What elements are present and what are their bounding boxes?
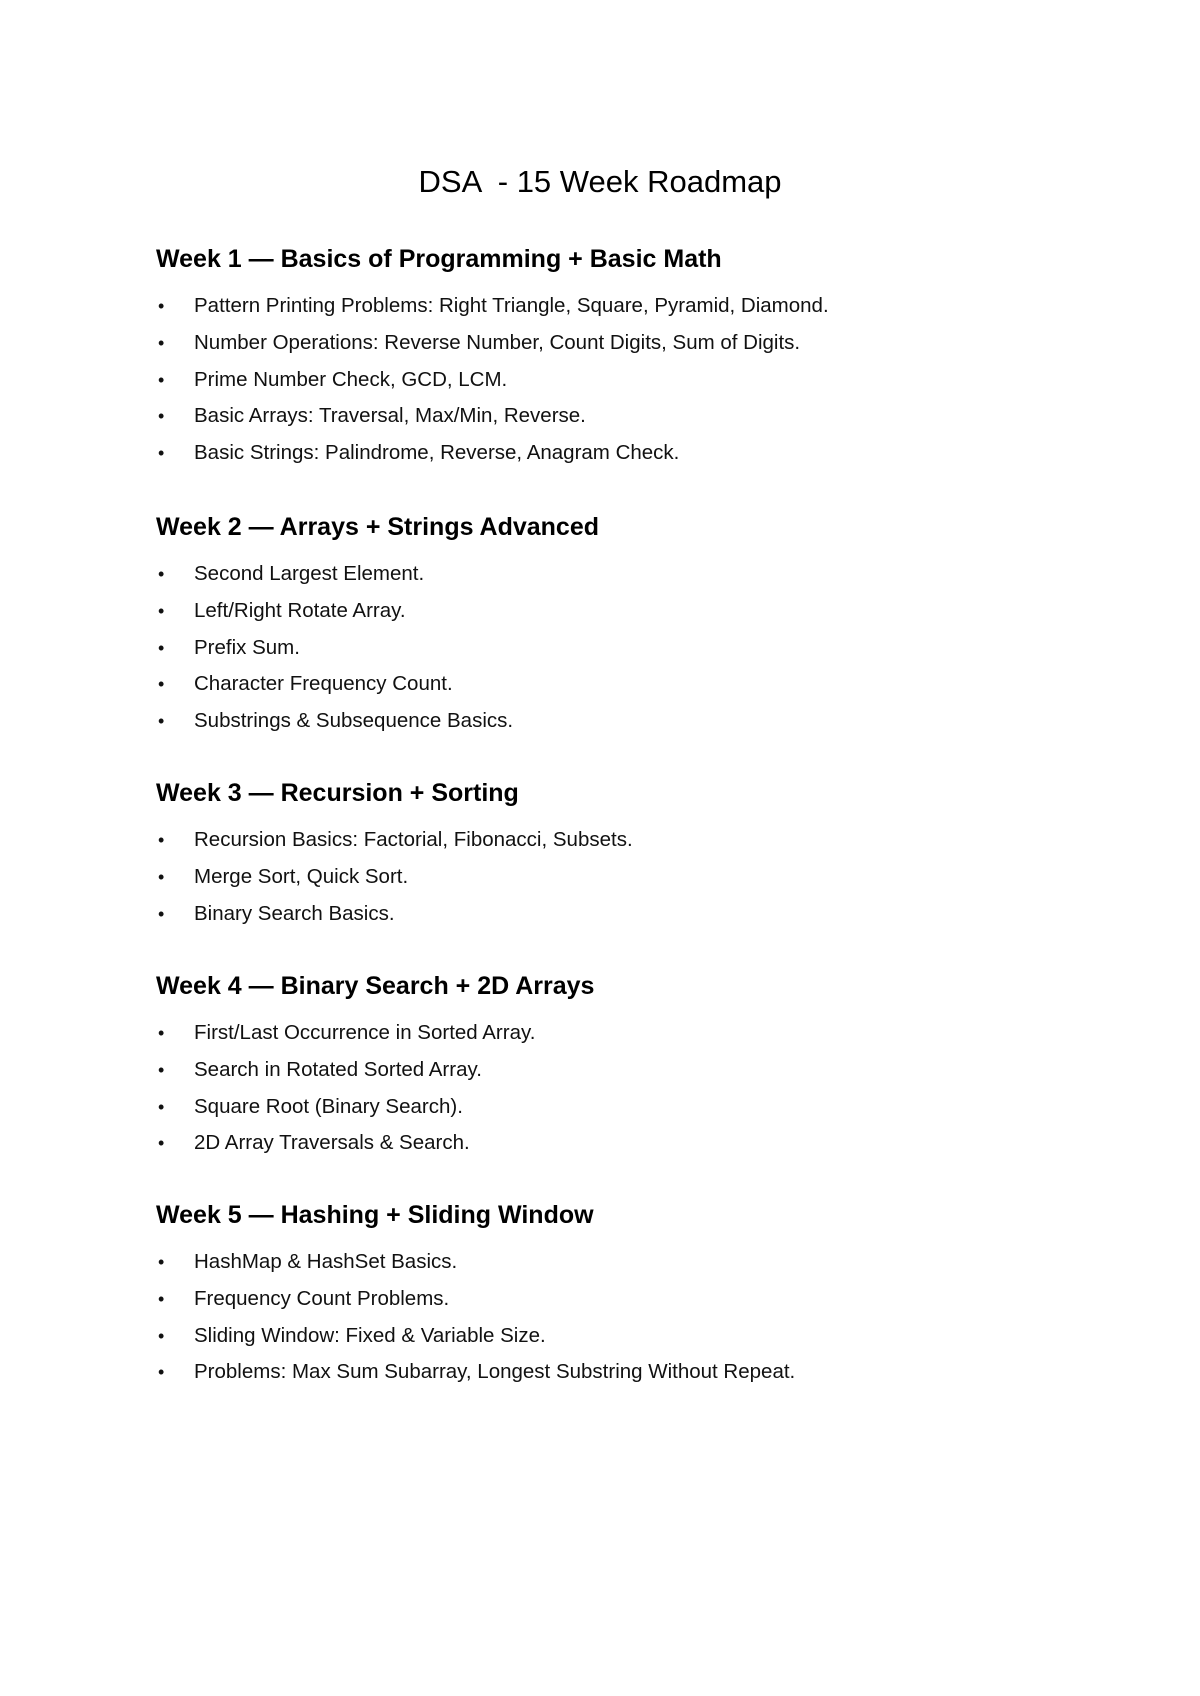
list-item-text: Left/Right Rotate Array. xyxy=(194,598,406,622)
list-item-text: Recursion Basics: Factorial, Fibonacci, Subsets. xyxy=(194,828,633,851)
list-item xyxy=(156,329,1156,366)
list-item-text: Substrings & Subsequence Basics. xyxy=(194,709,514,733)
bullet-icon: • xyxy=(158,1023,165,1043)
list-item xyxy=(156,292,1156,329)
list-item-text: Binary Search Basics. xyxy=(194,901,395,925)
page-title: DSA - 15 Week Roadmap xyxy=(418,164,782,199)
list-item xyxy=(156,1358,1156,1395)
list-item-text: HashMap & HashSet Basics. xyxy=(194,1250,458,1273)
list-item-text: Character Frequency Count. xyxy=(194,672,453,696)
bullet-icon: • xyxy=(158,830,165,850)
bullet-icon: • xyxy=(158,564,165,584)
list-item-text: Prefix Sum. xyxy=(194,635,300,659)
list-item xyxy=(156,1056,1156,1093)
week-section-1 xyxy=(156,244,1156,476)
bullet-icon: • xyxy=(158,1252,165,1272)
week-heading: Week 2 — Arrays + Strings Advanced xyxy=(156,513,600,541)
list-item-text: Square Root (Binary Search). xyxy=(194,1094,463,1118)
list-item-text: Basic Arrays: Traversal, Max/Min, Reverse. xyxy=(194,404,586,428)
bullet-icon: • xyxy=(158,1059,165,1080)
list-item xyxy=(156,1322,1156,1359)
list-item-text: Pattern Printing Problems: Right Triangle, Square, Pyramid, Diamond. xyxy=(194,294,829,317)
week-section-4 xyxy=(156,971,1156,1166)
week-heading: Week 5 — Hashing + Sliding Window xyxy=(156,1201,594,1229)
topic-list xyxy=(156,292,1156,476)
list-item-text: Problems: Max Sum Subarray, Longest Substring Without Repeat. xyxy=(194,1360,796,1384)
week-section-5 xyxy=(156,1200,1156,1395)
week-heading: Week 3 — Recursion + Sorting xyxy=(156,779,519,807)
bullet-icon: • xyxy=(158,866,165,887)
list-item xyxy=(156,439,1156,476)
bullet-icon: • xyxy=(158,1362,165,1383)
list-item-text: Merge Sort, Quick Sort. xyxy=(194,864,409,888)
list-item-text: Second Largest Element. xyxy=(194,562,425,585)
topic-list xyxy=(156,1019,1156,1166)
bullet-icon: • xyxy=(158,1096,165,1117)
bullet-icon: • xyxy=(158,674,165,695)
topic-list xyxy=(156,826,1156,936)
bullet-icon: • xyxy=(158,1133,165,1154)
bullet-icon: • xyxy=(158,443,165,464)
topic-list xyxy=(156,1248,1156,1395)
list-item-text: Basic Strings: Palindrome, Reverse, Anagram Check. xyxy=(194,441,680,465)
bullet-icon: • xyxy=(158,369,165,390)
list-item xyxy=(156,707,1156,744)
week-heading: Week 4 — Binary Search + 2D Arrays xyxy=(156,972,595,1000)
list-item xyxy=(156,366,1156,403)
list-item xyxy=(156,634,1156,671)
bullet-icon: • xyxy=(158,600,165,621)
list-item xyxy=(156,1093,1156,1130)
bullet-icon: • xyxy=(158,903,165,924)
list-item-text: 2D Array Traversals & Search. xyxy=(194,1131,470,1155)
list-item-text: Search in Rotated Sorted Array. xyxy=(194,1057,482,1081)
bullet-icon: • xyxy=(158,711,165,732)
list-item xyxy=(156,597,1156,634)
bullet-icon: • xyxy=(158,332,165,353)
list-item-text: Prime Number Check, GCD, LCM. xyxy=(194,367,508,391)
list-item xyxy=(156,1248,1156,1285)
list-item-text: Sliding Window: Fixed & Variable Size. xyxy=(194,1323,546,1347)
list-item-text: Frequency Count Problems. xyxy=(194,1286,450,1310)
bullet-icon: • xyxy=(158,637,165,658)
list-item xyxy=(156,863,1156,900)
topic-list xyxy=(156,560,1156,744)
bullet-icon: • xyxy=(158,1288,165,1309)
list-item-text: First/Last Occurrence in Sorted Array. xyxy=(194,1021,536,1044)
bullet-icon: • xyxy=(158,406,165,427)
list-item xyxy=(156,402,1156,439)
week-section-2 xyxy=(156,512,1156,744)
list-item xyxy=(156,826,1156,863)
bullet-icon: • xyxy=(158,296,165,316)
list-item xyxy=(156,900,1156,937)
bullet-icon: • xyxy=(158,1325,165,1346)
week-section-3 xyxy=(156,778,1156,936)
list-item xyxy=(156,560,1156,597)
list-item xyxy=(156,1129,1156,1166)
list-item xyxy=(156,670,1156,707)
list-item-text: Number Operations: Reverse Number, Count Digits, Sum of Digits. xyxy=(194,330,801,354)
week-heading: Week 1 — Basics of Programming + Basic Math xyxy=(156,245,722,273)
list-item xyxy=(156,1019,1156,1056)
list-item xyxy=(156,1285,1156,1322)
